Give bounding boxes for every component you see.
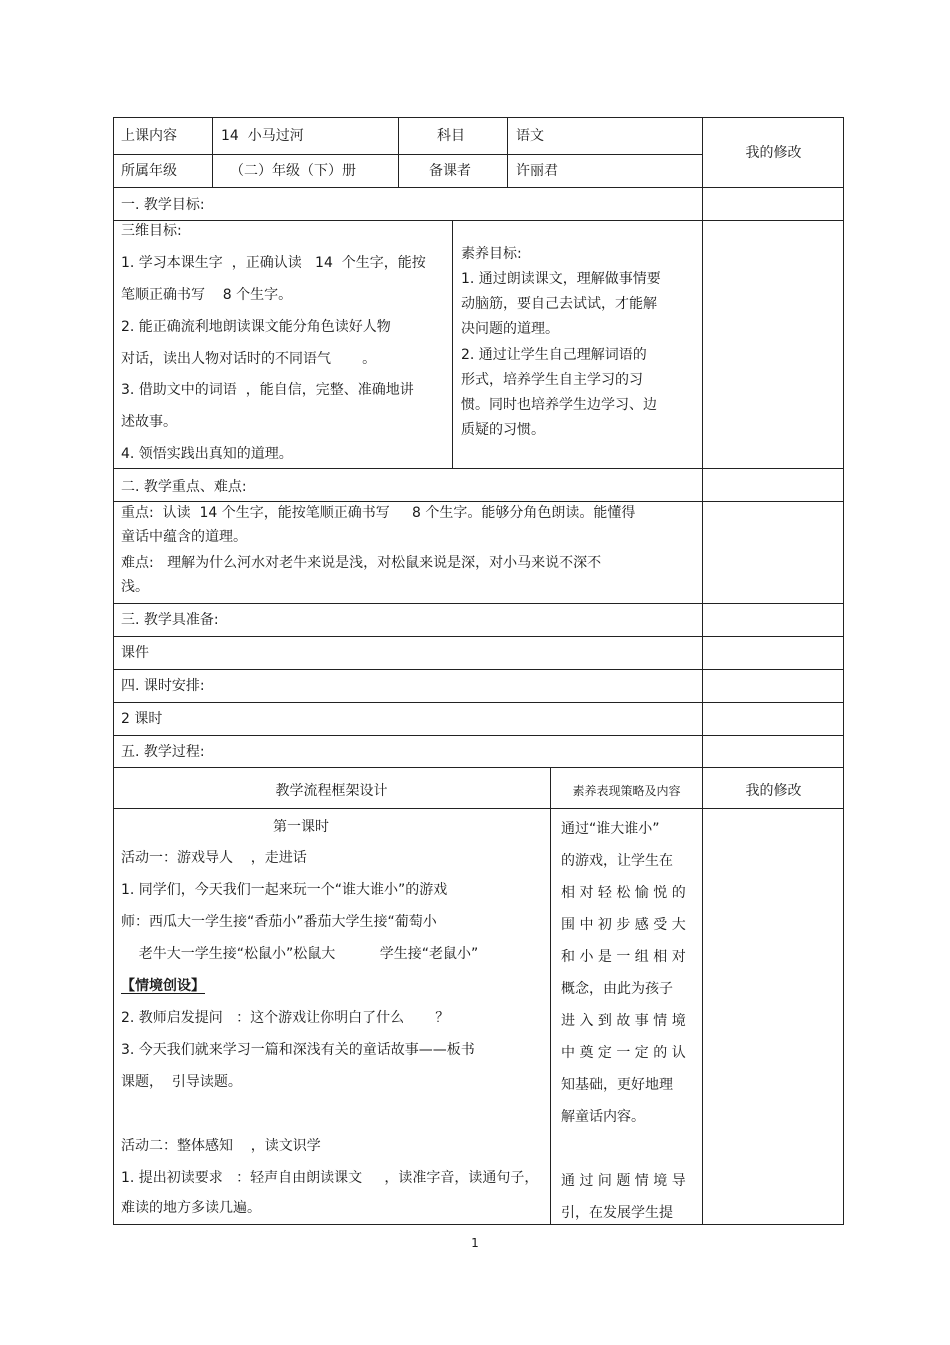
col-design-header: 教学流程框架设计 xyxy=(275,783,388,799)
row-line xyxy=(113,220,844,221)
three-dim-line: 述故事。 xyxy=(121,414,177,430)
schedule-value: 2 课时 xyxy=(121,711,163,727)
row-line xyxy=(113,603,844,604)
literacy-line: 惯。同时也培养学生边学习、边 xyxy=(461,397,657,413)
process-line: 活动二：整体感知 ，读文识学 xyxy=(121,1138,321,1154)
my-revision-header: 我的修改 xyxy=(745,145,802,161)
situation-tag: 【情境创设】 xyxy=(121,978,205,994)
strategy-line: 围 中 初 步 感 受 大 xyxy=(561,917,686,933)
preparer-label: 备课者 xyxy=(429,163,471,179)
grade-value: （二）年级（下）册 xyxy=(230,163,356,179)
strategy-line: 中 奠 定 一 定 的 认 xyxy=(561,1045,686,1061)
preparer-value: 许丽君 xyxy=(516,163,558,179)
row-line xyxy=(113,187,844,188)
row-line xyxy=(113,808,844,809)
goals-heading: 一. 教学目标: xyxy=(121,197,205,213)
header-col2-divider xyxy=(398,117,399,188)
tools-heading: 三. 教学具准备: xyxy=(121,612,219,628)
three-dim-line: 4. 领悟实践出真知的道理。 xyxy=(121,446,293,462)
row-line xyxy=(113,636,844,637)
strategy-line: 进 入 到 故 事 情 境 xyxy=(561,1013,686,1029)
keypoints-line: 童话中蕴含的道理。 xyxy=(121,529,247,545)
literacy-line: 质疑的习惯。 xyxy=(461,422,545,438)
strategy-line: 通 过 问 题 情 境 导 xyxy=(561,1173,686,1189)
three-dim-line: 1. 学习本课生字 ，正确认读 14 个生字，能按 xyxy=(121,255,426,271)
literacy-line: 动脑筋，要自己去试试，才能解 xyxy=(461,296,657,312)
page-number: 1 xyxy=(471,1236,479,1250)
tools-value: 课件 xyxy=(121,645,149,661)
strategy-line: 的游戏，让学生在 xyxy=(561,853,673,869)
col-strategy-header: 素养表现策略及内容 xyxy=(572,784,681,798)
keypoints-line: 难点: 理解为什么河水对老牛来说是浅，对松鼠来说是深，对小马来说不深不 xyxy=(121,555,602,571)
row-line xyxy=(113,501,844,502)
grade-label: 所属年级 xyxy=(121,163,177,179)
header-col3-divider xyxy=(507,117,508,188)
row-line xyxy=(113,468,844,469)
literacy-line: 形式，培养学生自主学习的习 xyxy=(461,372,643,388)
literacy-title: 素养目标: xyxy=(461,246,522,262)
keypoints-heading: 二. 教学重点、难点: xyxy=(121,479,247,495)
process-line: 1. 同学们，今天我们一起来玩一个“谁大谁小”的游戏 xyxy=(121,882,448,898)
process-line: 难读的地方多读几遍。 xyxy=(121,1200,261,1216)
literacy-line: 决问题的道理。 xyxy=(461,321,559,337)
strategy-line: 知基础，更好地理 xyxy=(561,1077,673,1093)
three-dim-title: 三维目标: xyxy=(121,223,182,239)
header-row-divider xyxy=(113,154,703,155)
lesson-title: 第一课时 xyxy=(273,819,329,835)
process-line: 1. 提出初读要求 ：轻声自由朗读课文 ，读准字音，读通句子， xyxy=(121,1170,539,1186)
strategy-line: 相 对 轻 松 愉 悦 的 xyxy=(561,885,686,901)
strategy-line: 解童话内容。 xyxy=(561,1109,645,1125)
subject-value: 语文 xyxy=(516,128,544,144)
three-dim-line: 对话，读出人物对话时的不同语气 。 xyxy=(121,351,377,367)
row-line xyxy=(113,767,844,768)
row-line xyxy=(113,669,844,670)
three-dim-line: 笔顺正确书写 8 个生字。 xyxy=(121,287,293,303)
row-line xyxy=(113,735,844,736)
literacy-line: 2. 通过让学生自己理解词语的 xyxy=(461,347,647,363)
process-col-divider xyxy=(550,767,551,1225)
schedule-heading: 四. 课时安排: xyxy=(121,678,205,694)
strategy-line: 和 小 是 一 组 相 对 xyxy=(561,949,686,965)
process-heading: 五. 教学过程: xyxy=(121,744,205,760)
header-col1-divider xyxy=(212,117,213,188)
process-line: 2. 教师启发提问 ：这个游戏让你明白了什么 ？ xyxy=(121,1010,450,1026)
lesson-value: 14 小马过河 xyxy=(221,128,304,144)
process-line: 师：西瓜大一学生接“香茄小”番茄大学生接“葡萄小 xyxy=(121,914,437,930)
process-line: 老牛大一学生接“松鼠小”松鼠大 学生接“老鼠小” xyxy=(121,946,479,962)
strategy-line: 通过“谁大谁小” xyxy=(561,821,660,837)
revision-column-divider xyxy=(702,117,703,1225)
process-line: 课题， 引导读题。 xyxy=(121,1074,242,1090)
keypoints-line: 浅。 xyxy=(121,579,149,595)
three-dim-line: 2. 能正确流利地朗读课文能分角色读好人物 xyxy=(121,319,391,335)
process-line: 活动一：游戏导人 ，走进话 xyxy=(121,850,307,866)
keypoints-line: 重点: 认读 14 个生字，能按笔顺正确书写 8 个生字。能够分角色朗读。能懂得 xyxy=(121,505,636,521)
subject-label: 科目 xyxy=(437,128,465,144)
row-line xyxy=(113,702,844,703)
three-dim-line: 3. 借助文中的词语 ，能自信，完整、准确地讲 xyxy=(121,382,414,398)
process-line: 3. 今天我们就来学习一篇和深浅有关的童话故事——板书 xyxy=(121,1042,475,1058)
lesson-label: 上课内容 xyxy=(121,128,177,144)
strategy-line: 概念，由此为孩子 xyxy=(561,981,673,997)
literacy-line: 1. 通过朗读课文，理解做事情要 xyxy=(461,271,661,287)
strategy-line: 引，在发展学生提 xyxy=(561,1205,673,1221)
col-revision-header: 我的修改 xyxy=(745,783,802,799)
goals-split-divider xyxy=(452,220,453,468)
